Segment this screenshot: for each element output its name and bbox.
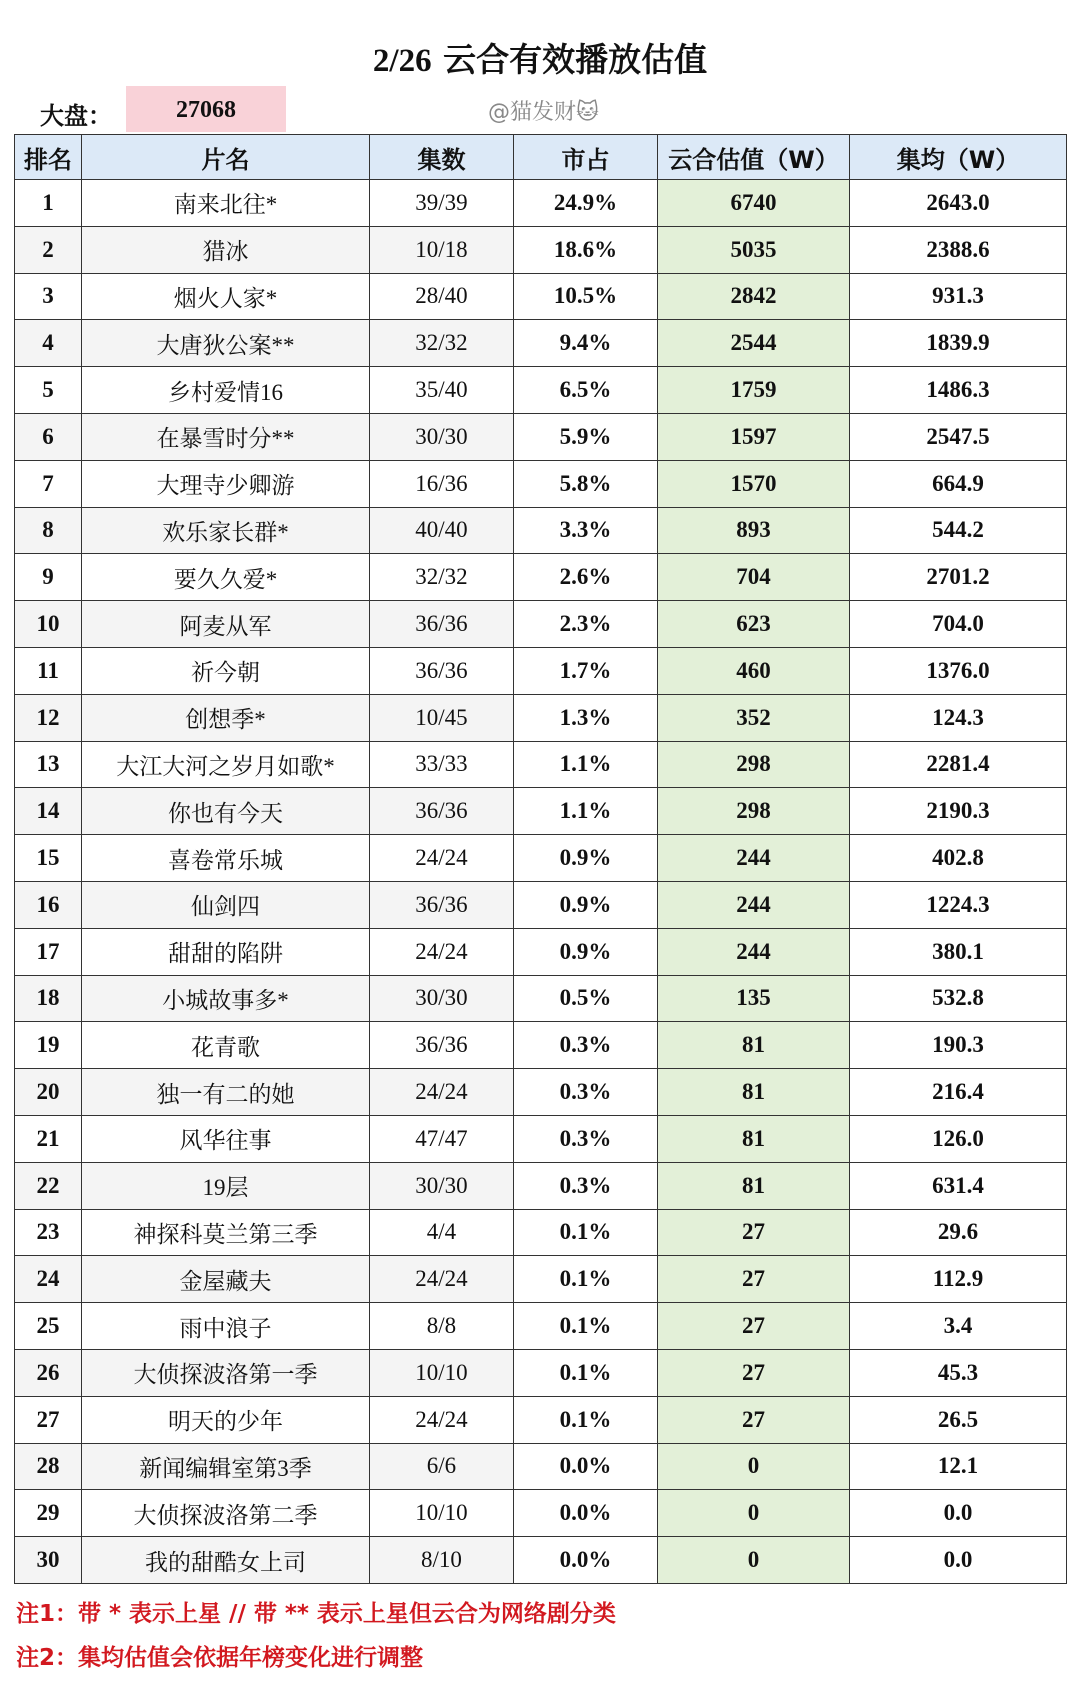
avg-cell: 2281.4	[850, 741, 1067, 788]
table-row	[15, 1443, 1067, 1490]
table-row	[15, 601, 1067, 648]
episodes-cell: 10/45	[370, 694, 514, 741]
avg-cell: 29.6	[850, 1209, 1067, 1256]
yunhe-value-cell: 244	[658, 928, 850, 975]
title-cell: 大理寺少卿游	[82, 460, 370, 507]
avg-cell: 3.4	[850, 1303, 1067, 1350]
episodes-cell: 24/24	[370, 1396, 514, 1443]
share-cell: 5.8%	[514, 460, 658, 507]
rank-cell: 19	[15, 1022, 82, 1069]
rank-cell: 28	[15, 1443, 82, 1490]
rank-cell: 13	[15, 741, 82, 788]
yunhe-value-cell: 298	[658, 741, 850, 788]
rank-cell: 30	[15, 1537, 82, 1584]
title-cell: 创想季*	[82, 694, 370, 741]
avg-cell: 112.9	[850, 1256, 1067, 1303]
table-row	[15, 741, 1067, 788]
table-row	[15, 1303, 1067, 1350]
title-cell: 神探科莫兰第三季	[82, 1209, 370, 1256]
title-cell: 明天的少年	[82, 1396, 370, 1443]
column-header-share: 市占	[514, 135, 658, 180]
yunhe-value-cell: 244	[658, 881, 850, 928]
yunhe-value-cell: 0	[658, 1443, 850, 1490]
rank-cell: 20	[15, 1069, 82, 1116]
episodes-cell: 30/30	[370, 975, 514, 1022]
avg-cell: 1376.0	[850, 647, 1067, 694]
episodes-cell: 30/30	[370, 413, 514, 460]
note-1: 注1：带 * 表示上星 // 带 ** 表示上星但云合为网络剧分类	[16, 1600, 616, 1627]
share-cell: 0.0%	[514, 1443, 658, 1490]
episodes-cell: 10/10	[370, 1490, 514, 1537]
rank-cell: 11	[15, 647, 82, 694]
title-cell: 乡村爱情16	[82, 367, 370, 414]
avg-cell: 26.5	[850, 1396, 1067, 1443]
yunhe-value-cell: 135	[658, 975, 850, 1022]
episodes-cell: 47/47	[370, 1115, 514, 1162]
table-row	[15, 1209, 1067, 1256]
table-row	[15, 1069, 1067, 1116]
episodes-cell: 36/36	[370, 601, 514, 648]
yunhe-value-cell: 81	[658, 1115, 850, 1162]
avg-cell: 1486.3	[850, 367, 1067, 414]
avg-cell: 0.0	[850, 1537, 1067, 1584]
table-row	[15, 1256, 1067, 1303]
avg-cell: 2190.3	[850, 788, 1067, 835]
title-cell: 要久久爱*	[82, 554, 370, 601]
avg-cell: 380.1	[850, 928, 1067, 975]
title-cell: 甜甜的陷阱	[82, 928, 370, 975]
share-cell: 0.3%	[514, 1115, 658, 1162]
episodes-cell: 39/39	[370, 180, 514, 227]
episodes-cell: 32/32	[370, 554, 514, 601]
yunhe-value-cell: 298	[658, 788, 850, 835]
avg-cell: 190.3	[850, 1022, 1067, 1069]
title-cell: 烟火人家*	[82, 273, 370, 320]
page-title	[14, 34, 1066, 81]
share-cell: 9.4%	[514, 320, 658, 367]
episodes-cell: 24/24	[370, 1256, 514, 1303]
yunhe-value-cell: 5035	[658, 226, 850, 273]
yunhe-value-cell: 0	[658, 1537, 850, 1584]
table-row	[15, 320, 1067, 367]
title-cell: 大侦探波洛第一季	[82, 1349, 370, 1396]
yunhe-value-cell: 81	[658, 1022, 850, 1069]
title-text: 云合有效播放估值	[431, 40, 708, 79]
share-cell: 3.3%	[514, 507, 658, 554]
avg-cell: 2388.6	[850, 226, 1067, 273]
title-cell: 新闻编辑室第3季	[82, 1443, 370, 1490]
table-row	[15, 1022, 1067, 1069]
yunhe-value-cell: 27	[658, 1396, 850, 1443]
yunhe-value-cell: 1759	[658, 367, 850, 414]
title-cell: 喜卷常乐城	[82, 835, 370, 882]
episodes-cell: 8/8	[370, 1303, 514, 1350]
table-row	[15, 835, 1067, 882]
title-date: 2/26	[372, 43, 432, 79]
rank-cell: 15	[15, 835, 82, 882]
column-header-avg: 集均（W）	[850, 135, 1067, 180]
title-row	[14, 14, 1066, 84]
avg-cell: 2547.5	[850, 413, 1067, 460]
yunhe-value-cell: 2544	[658, 320, 850, 367]
title-cell: 雨中浪子	[82, 1303, 370, 1350]
share-cell: 0.9%	[514, 928, 658, 975]
table-row	[15, 413, 1067, 460]
title-cell: 猎冰	[82, 226, 370, 273]
title-cell: 大江大河之岁月如歌*	[82, 741, 370, 788]
yunhe-value-cell: 1597	[658, 413, 850, 460]
column-header-yunhe: 云合估值（W）	[658, 135, 850, 180]
title-cell: 金屋藏夫	[82, 1256, 370, 1303]
title-cell: 你也有今天	[82, 788, 370, 835]
title-cell: 花青歌	[82, 1022, 370, 1069]
title-cell: 南来北往*	[82, 180, 370, 227]
ranking-sheet	[14, 14, 1066, 1680]
title-cell: 大侦探波洛第二季	[82, 1490, 370, 1537]
table-row	[15, 554, 1067, 601]
episodes-cell: 24/24	[370, 928, 514, 975]
avg-cell: 704.0	[850, 601, 1067, 648]
dapan-label: 大盘：	[40, 102, 112, 130]
table-row	[15, 367, 1067, 414]
avg-cell: 0.0	[850, 1490, 1067, 1537]
share-cell: 0.1%	[514, 1396, 658, 1443]
rank-cell: 3	[15, 273, 82, 320]
yunhe-value-cell: 623	[658, 601, 850, 648]
episodes-cell: 36/36	[370, 788, 514, 835]
avg-cell: 124.3	[850, 694, 1067, 741]
rank-cell: 8	[15, 507, 82, 554]
title-cell: 我的甜酷女上司	[82, 1537, 370, 1584]
episodes-cell: 24/24	[370, 835, 514, 882]
title-cell: 风华往事	[82, 1115, 370, 1162]
episodes-cell: 28/40	[370, 273, 514, 320]
share-cell: 1.1%	[514, 788, 658, 835]
table-row	[15, 975, 1067, 1022]
episodes-cell: 32/32	[370, 320, 514, 367]
rank-cell: 16	[15, 881, 82, 928]
yunhe-value-cell: 352	[658, 694, 850, 741]
share-cell: 0.3%	[514, 1022, 658, 1069]
avg-cell: 532.8	[850, 975, 1067, 1022]
title-cell: 大唐狄公案**	[82, 320, 370, 367]
ranking-table	[14, 134, 1067, 1584]
table-row	[15, 647, 1067, 694]
episodes-cell: 33/33	[370, 741, 514, 788]
episodes-cell: 30/30	[370, 1162, 514, 1209]
rank-cell: 1	[15, 180, 82, 227]
yunhe-value-cell: 1570	[658, 460, 850, 507]
author-watermark: @猫发财🐱	[488, 100, 599, 125]
dapan-row	[14, 84, 1066, 134]
title-cell: 小城故事多*	[82, 975, 370, 1022]
share-cell: 0.3%	[514, 1069, 658, 1116]
title-cell: 19层	[82, 1162, 370, 1209]
table-row	[15, 273, 1067, 320]
share-cell: 0.0%	[514, 1537, 658, 1584]
yunhe-value-cell: 27	[658, 1303, 850, 1350]
yunhe-value-cell: 460	[658, 647, 850, 694]
episodes-cell: 10/18	[370, 226, 514, 273]
avg-cell: 126.0	[850, 1115, 1067, 1162]
table-row	[15, 180, 1067, 227]
yunhe-value-cell: 704	[658, 554, 850, 601]
share-cell: 0.3%	[514, 1162, 658, 1209]
avg-cell: 931.3	[850, 273, 1067, 320]
rank-cell: 27	[15, 1396, 82, 1443]
table-row	[15, 694, 1067, 741]
rank-cell: 29	[15, 1490, 82, 1537]
rank-cell: 14	[15, 788, 82, 835]
title-cell: 阿麦从军	[82, 601, 370, 648]
rank-cell: 9	[15, 554, 82, 601]
yunhe-value-cell: 27	[658, 1209, 850, 1256]
yunhe-value-cell: 27	[658, 1349, 850, 1396]
rank-cell: 5	[15, 367, 82, 414]
table-row	[15, 1349, 1067, 1396]
table-row	[15, 881, 1067, 928]
share-cell: 1.3%	[514, 694, 658, 741]
share-cell: 2.6%	[514, 554, 658, 601]
rank-cell: 18	[15, 975, 82, 1022]
avg-cell: 216.4	[850, 1069, 1067, 1116]
share-cell: 0.1%	[514, 1303, 658, 1350]
share-cell: 6.5%	[514, 367, 658, 414]
notes	[14, 1584, 1066, 1680]
yunhe-value-cell: 893	[658, 507, 850, 554]
avg-cell: 1224.3	[850, 881, 1067, 928]
episodes-cell: 6/6	[370, 1443, 514, 1490]
table-row	[15, 1490, 1067, 1537]
table-row	[15, 788, 1067, 835]
yunhe-value-cell: 27	[658, 1256, 850, 1303]
rank-cell: 4	[15, 320, 82, 367]
avg-cell: 12.1	[850, 1443, 1067, 1490]
rank-cell: 7	[15, 460, 82, 507]
share-cell: 5.9%	[514, 413, 658, 460]
table-row	[15, 1396, 1067, 1443]
rank-cell: 10	[15, 601, 82, 648]
table-row	[15, 1537, 1067, 1584]
rank-cell: 26	[15, 1349, 82, 1396]
rank-cell: 21	[15, 1115, 82, 1162]
share-cell: 0.1%	[514, 1349, 658, 1396]
share-cell: 0.0%	[514, 1490, 658, 1537]
share-cell: 2.3%	[514, 601, 658, 648]
avg-cell: 2701.2	[850, 554, 1067, 601]
share-cell: 1.1%	[514, 741, 658, 788]
rank-cell: 23	[15, 1209, 82, 1256]
episodes-cell: 36/36	[370, 647, 514, 694]
share-cell: 24.9%	[514, 180, 658, 227]
rank-cell: 25	[15, 1303, 82, 1350]
dapan-value: 27068	[126, 86, 286, 132]
share-cell: 18.6%	[514, 226, 658, 273]
table-row	[15, 1115, 1067, 1162]
yunhe-value-cell: 81	[658, 1069, 850, 1116]
title-cell: 仙剑四	[82, 881, 370, 928]
title-cell: 独一有二的她	[82, 1069, 370, 1116]
table-header-row	[15, 135, 1067, 180]
table-row	[15, 226, 1067, 273]
episodes-cell: 16/36	[370, 460, 514, 507]
avg-cell: 2643.0	[850, 180, 1067, 227]
yunhe-value-cell: 244	[658, 835, 850, 882]
table-row	[15, 507, 1067, 554]
rank-cell: 2	[15, 226, 82, 273]
share-cell: 10.5%	[514, 273, 658, 320]
avg-cell: 1839.9	[850, 320, 1067, 367]
episodes-cell: 10/10	[370, 1349, 514, 1396]
episodes-cell: 36/36	[370, 1022, 514, 1069]
column-header-episodes: 集数	[370, 135, 514, 180]
table-body	[15, 180, 1067, 1584]
share-cell: 0.9%	[514, 881, 658, 928]
episodes-cell: 35/40	[370, 367, 514, 414]
share-cell: 0.1%	[514, 1256, 658, 1303]
share-cell: 1.7%	[514, 647, 658, 694]
avg-cell: 631.4	[850, 1162, 1067, 1209]
avg-cell: 544.2	[850, 507, 1067, 554]
episodes-cell: 4/4	[370, 1209, 514, 1256]
title-cell: 祈今朝	[82, 647, 370, 694]
title-cell: 在暴雪时分**	[82, 413, 370, 460]
yunhe-value-cell: 2842	[658, 273, 850, 320]
column-header-rank: 排名	[15, 135, 82, 180]
rank-cell: 6	[15, 413, 82, 460]
column-header-name: 片名	[82, 135, 370, 180]
share-cell: 0.1%	[514, 1209, 658, 1256]
episodes-cell: 8/10	[370, 1537, 514, 1584]
avg-cell: 45.3	[850, 1349, 1067, 1396]
episodes-cell: 24/24	[370, 1069, 514, 1116]
yunhe-value-cell: 6740	[658, 180, 850, 227]
table-row	[15, 928, 1067, 975]
yunhe-value-cell: 0	[658, 1490, 850, 1537]
rank-cell: 12	[15, 694, 82, 741]
share-cell: 0.5%	[514, 975, 658, 1022]
table-row	[15, 1162, 1067, 1209]
avg-cell: 664.9	[850, 460, 1067, 507]
episodes-cell: 36/36	[370, 881, 514, 928]
rank-cell: 24	[15, 1256, 82, 1303]
rank-cell: 22	[15, 1162, 82, 1209]
yunhe-value-cell: 81	[658, 1162, 850, 1209]
share-cell: 0.9%	[514, 835, 658, 882]
episodes-cell: 40/40	[370, 507, 514, 554]
avg-cell: 402.8	[850, 835, 1067, 882]
note-2: 注2：集均估值会依据年榜变化进行调整	[16, 1644, 424, 1671]
table-row	[15, 460, 1067, 507]
title-cell: 欢乐家长群*	[82, 507, 370, 554]
rank-cell: 17	[15, 928, 82, 975]
